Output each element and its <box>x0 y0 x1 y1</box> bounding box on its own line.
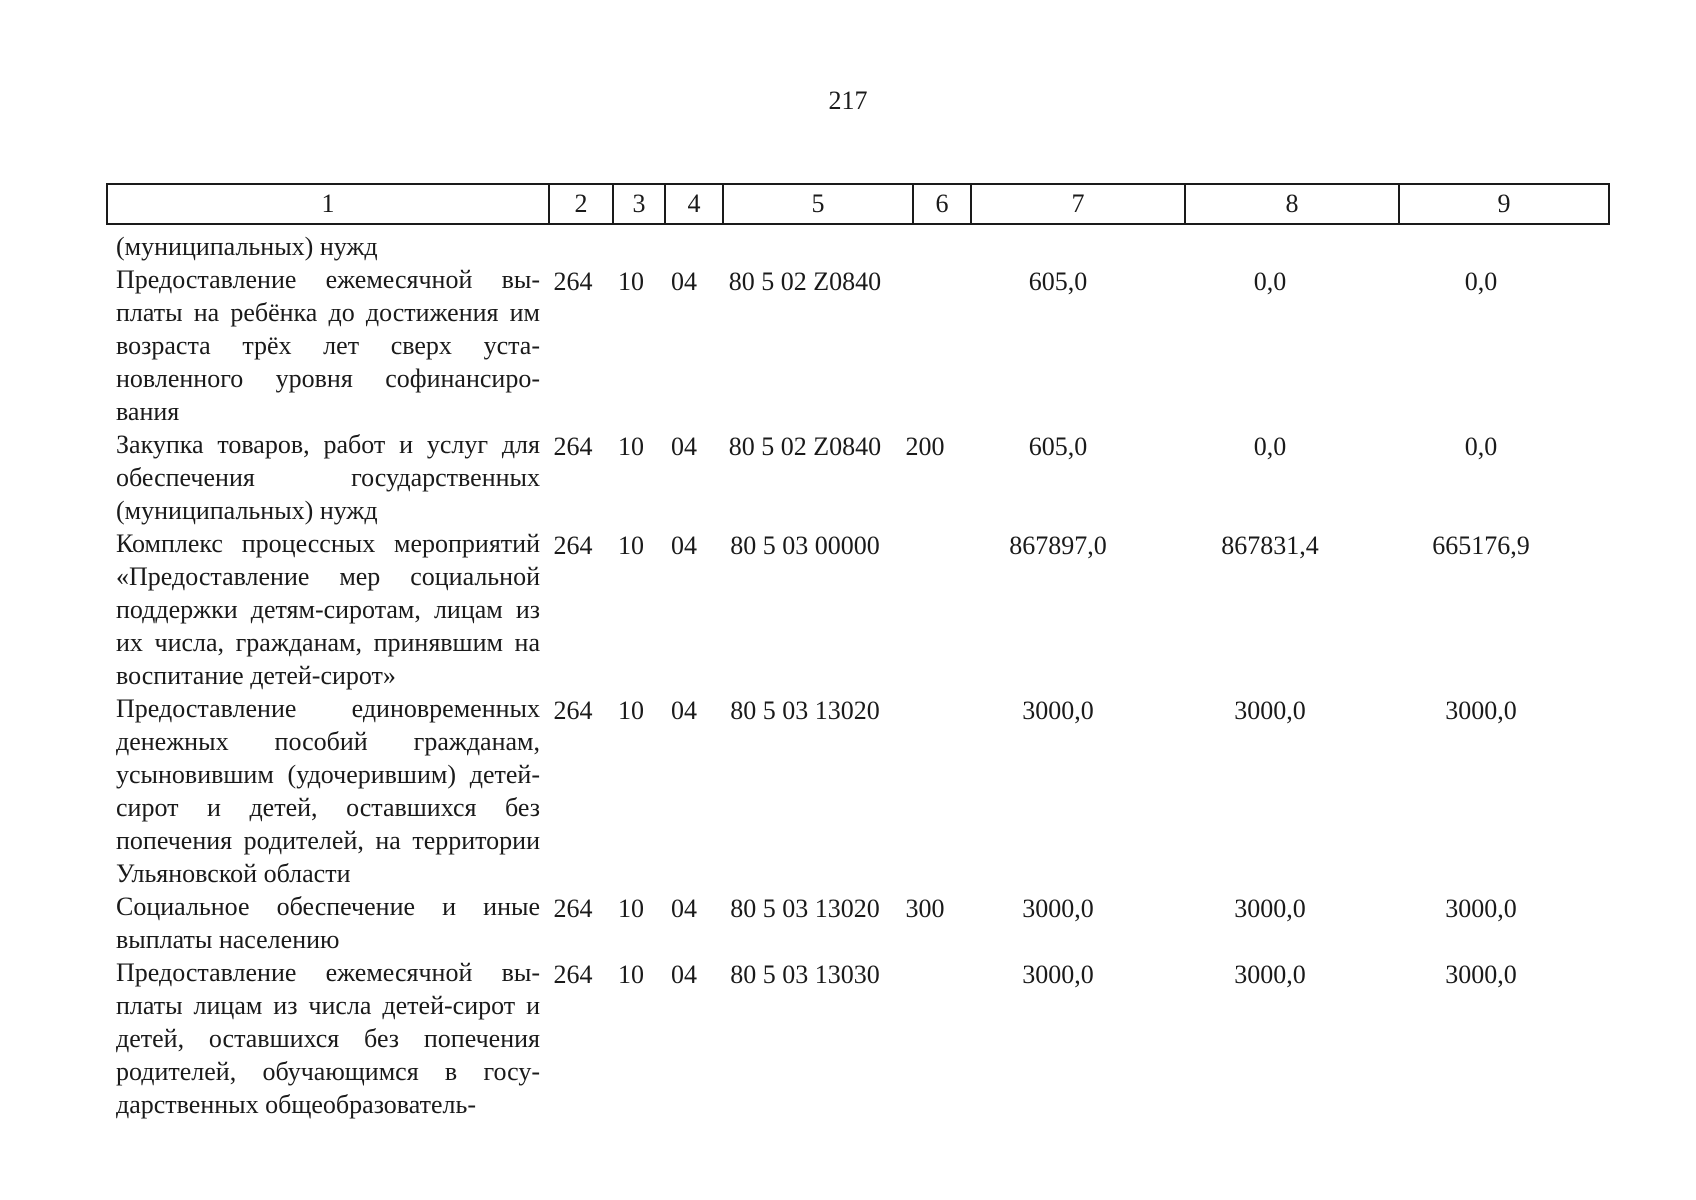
row-csr: 80 5 02 Z0840 <box>728 432 882 461</box>
row-pr: 04 <box>671 894 697 923</box>
row-ved: 264 <box>553 894 593 923</box>
row-csr: 80 5 03 13020 <box>730 696 880 725</box>
row-rz <box>606 230 656 232</box>
table-row <box>116 230 1596 263</box>
row-year1: 3000,0 <box>1022 894 1094 923</box>
row-vr <box>898 692 952 694</box>
row-ved: 264 <box>553 531 593 560</box>
row-name: Социальное обеспечение и иные выплаты населению <box>116 892 540 954</box>
row-year3: 3000,0 <box>1445 894 1517 923</box>
row-year1: 3000,0 <box>1022 696 1094 725</box>
row-year1: 605,0 <box>1028 432 1088 461</box>
row-name: Закупка товаров, работ и услуг для обеспечения государственных (муниципальных) нужд <box>116 430 540 525</box>
row-year3: 0,0 <box>1464 267 1498 296</box>
row-csr: 80 5 02 Z0840 <box>728 267 882 296</box>
table-row <box>116 263 1596 428</box>
row-year3: 0,0 <box>1464 432 1498 461</box>
row-csr: 80 5 03 13020 <box>730 894 880 923</box>
row-ved: 264 <box>553 432 593 461</box>
row-csr: 80 5 03 00000 <box>730 531 880 560</box>
table-body <box>116 230 1596 1121</box>
row-vr <box>898 263 952 265</box>
row-year3 <box>1376 230 1586 232</box>
row-vr: 200 <box>905 432 945 461</box>
row-vr <box>898 527 952 529</box>
row-ved: 264 <box>553 960 593 989</box>
row-ved <box>540 230 606 232</box>
table-row <box>116 692 1596 890</box>
row-year1: 605,0 <box>1028 267 1088 296</box>
row-pr: 04 <box>671 960 697 989</box>
row-name: Предоставление ежемесячной выплаты на ребёнка до достижения им возраста трёх лет сверх установленного уровня софинансирования <box>116 265 540 426</box>
column-header-8: 8 <box>1185 184 1399 224</box>
column-header-5: 5 <box>723 184 913 224</box>
row-pr: 04 <box>671 696 697 725</box>
column-header-row <box>106 183 1610 225</box>
table-row <box>116 890 1596 956</box>
row-name: Предоставление ежемесячной выплаты лицам из числа детей-сирот и детей, оставшихся без попечения родителей, обучающимся в государственных общеобразователь- <box>116 958 540 1119</box>
row-rz: 10 <box>618 531 644 560</box>
row-year2: 3000,0 <box>1234 960 1306 989</box>
row-year3: 3000,0 <box>1445 696 1517 725</box>
row-year2: 3000,0 <box>1234 894 1306 923</box>
row-pr: 04 <box>671 531 697 560</box>
row-year1 <box>952 230 1164 232</box>
row-year2 <box>1164 230 1376 232</box>
column-header-3: 3 <box>613 184 665 224</box>
table-row <box>116 956 1596 1121</box>
row-rz: 10 <box>618 432 644 461</box>
row-ved: 264 <box>553 696 593 725</box>
row-year2: 3000,0 <box>1234 696 1306 725</box>
row-csr: 80 5 03 13030 <box>730 960 880 989</box>
page-number: 217 <box>828 86 868 115</box>
row-name: Комплекс процессных мероприятий «Предоставление мер социальной поддержки детям-сиротам, лицам из их числа, гражданам, принявшим на воспитание детей-сирот» <box>116 529 540 690</box>
row-pr <box>656 230 712 232</box>
column-header-7: 7 <box>971 184 1185 224</box>
row-vr: 300 <box>905 894 945 923</box>
row-year1: 3000,0 <box>1022 960 1094 989</box>
row-ved: 264 <box>553 267 593 296</box>
row-rz: 10 <box>618 267 644 296</box>
row-vr <box>898 230 952 232</box>
row-rz: 10 <box>618 894 644 923</box>
column-header-1: 1 <box>107 184 549 224</box>
row-vr <box>898 956 952 958</box>
row-rz: 10 <box>618 960 644 989</box>
column-header-4: 4 <box>665 184 723 224</box>
column-header-2: 2 <box>549 184 613 224</box>
row-csr <box>712 230 898 232</box>
row-rz: 10 <box>618 696 644 725</box>
row-year2: 867831,4 <box>1221 531 1319 560</box>
column-header-9: 9 <box>1399 184 1609 224</box>
table-row <box>116 527 1596 692</box>
row-name: Предоставление единовременных денежных пособий гражданам, усыновившим (удочерившим) детей-сирот и детей, оставшихся без попечения родителей, на территории Ульяновской области <box>116 694 540 888</box>
row-year1: 867897,0 <box>1009 531 1107 560</box>
row-year3: 3000,0 <box>1445 960 1517 989</box>
row-pr: 04 <box>671 432 697 461</box>
table-row <box>116 428 1596 527</box>
row-year2: 0,0 <box>1253 432 1287 461</box>
row-name: (муниципальных) нужд <box>116 232 378 261</box>
row-year3: 665176,9 <box>1432 531 1530 560</box>
row-year2: 0,0 <box>1253 267 1287 296</box>
row-pr: 04 <box>671 267 697 296</box>
column-header-6: 6 <box>913 184 971 224</box>
